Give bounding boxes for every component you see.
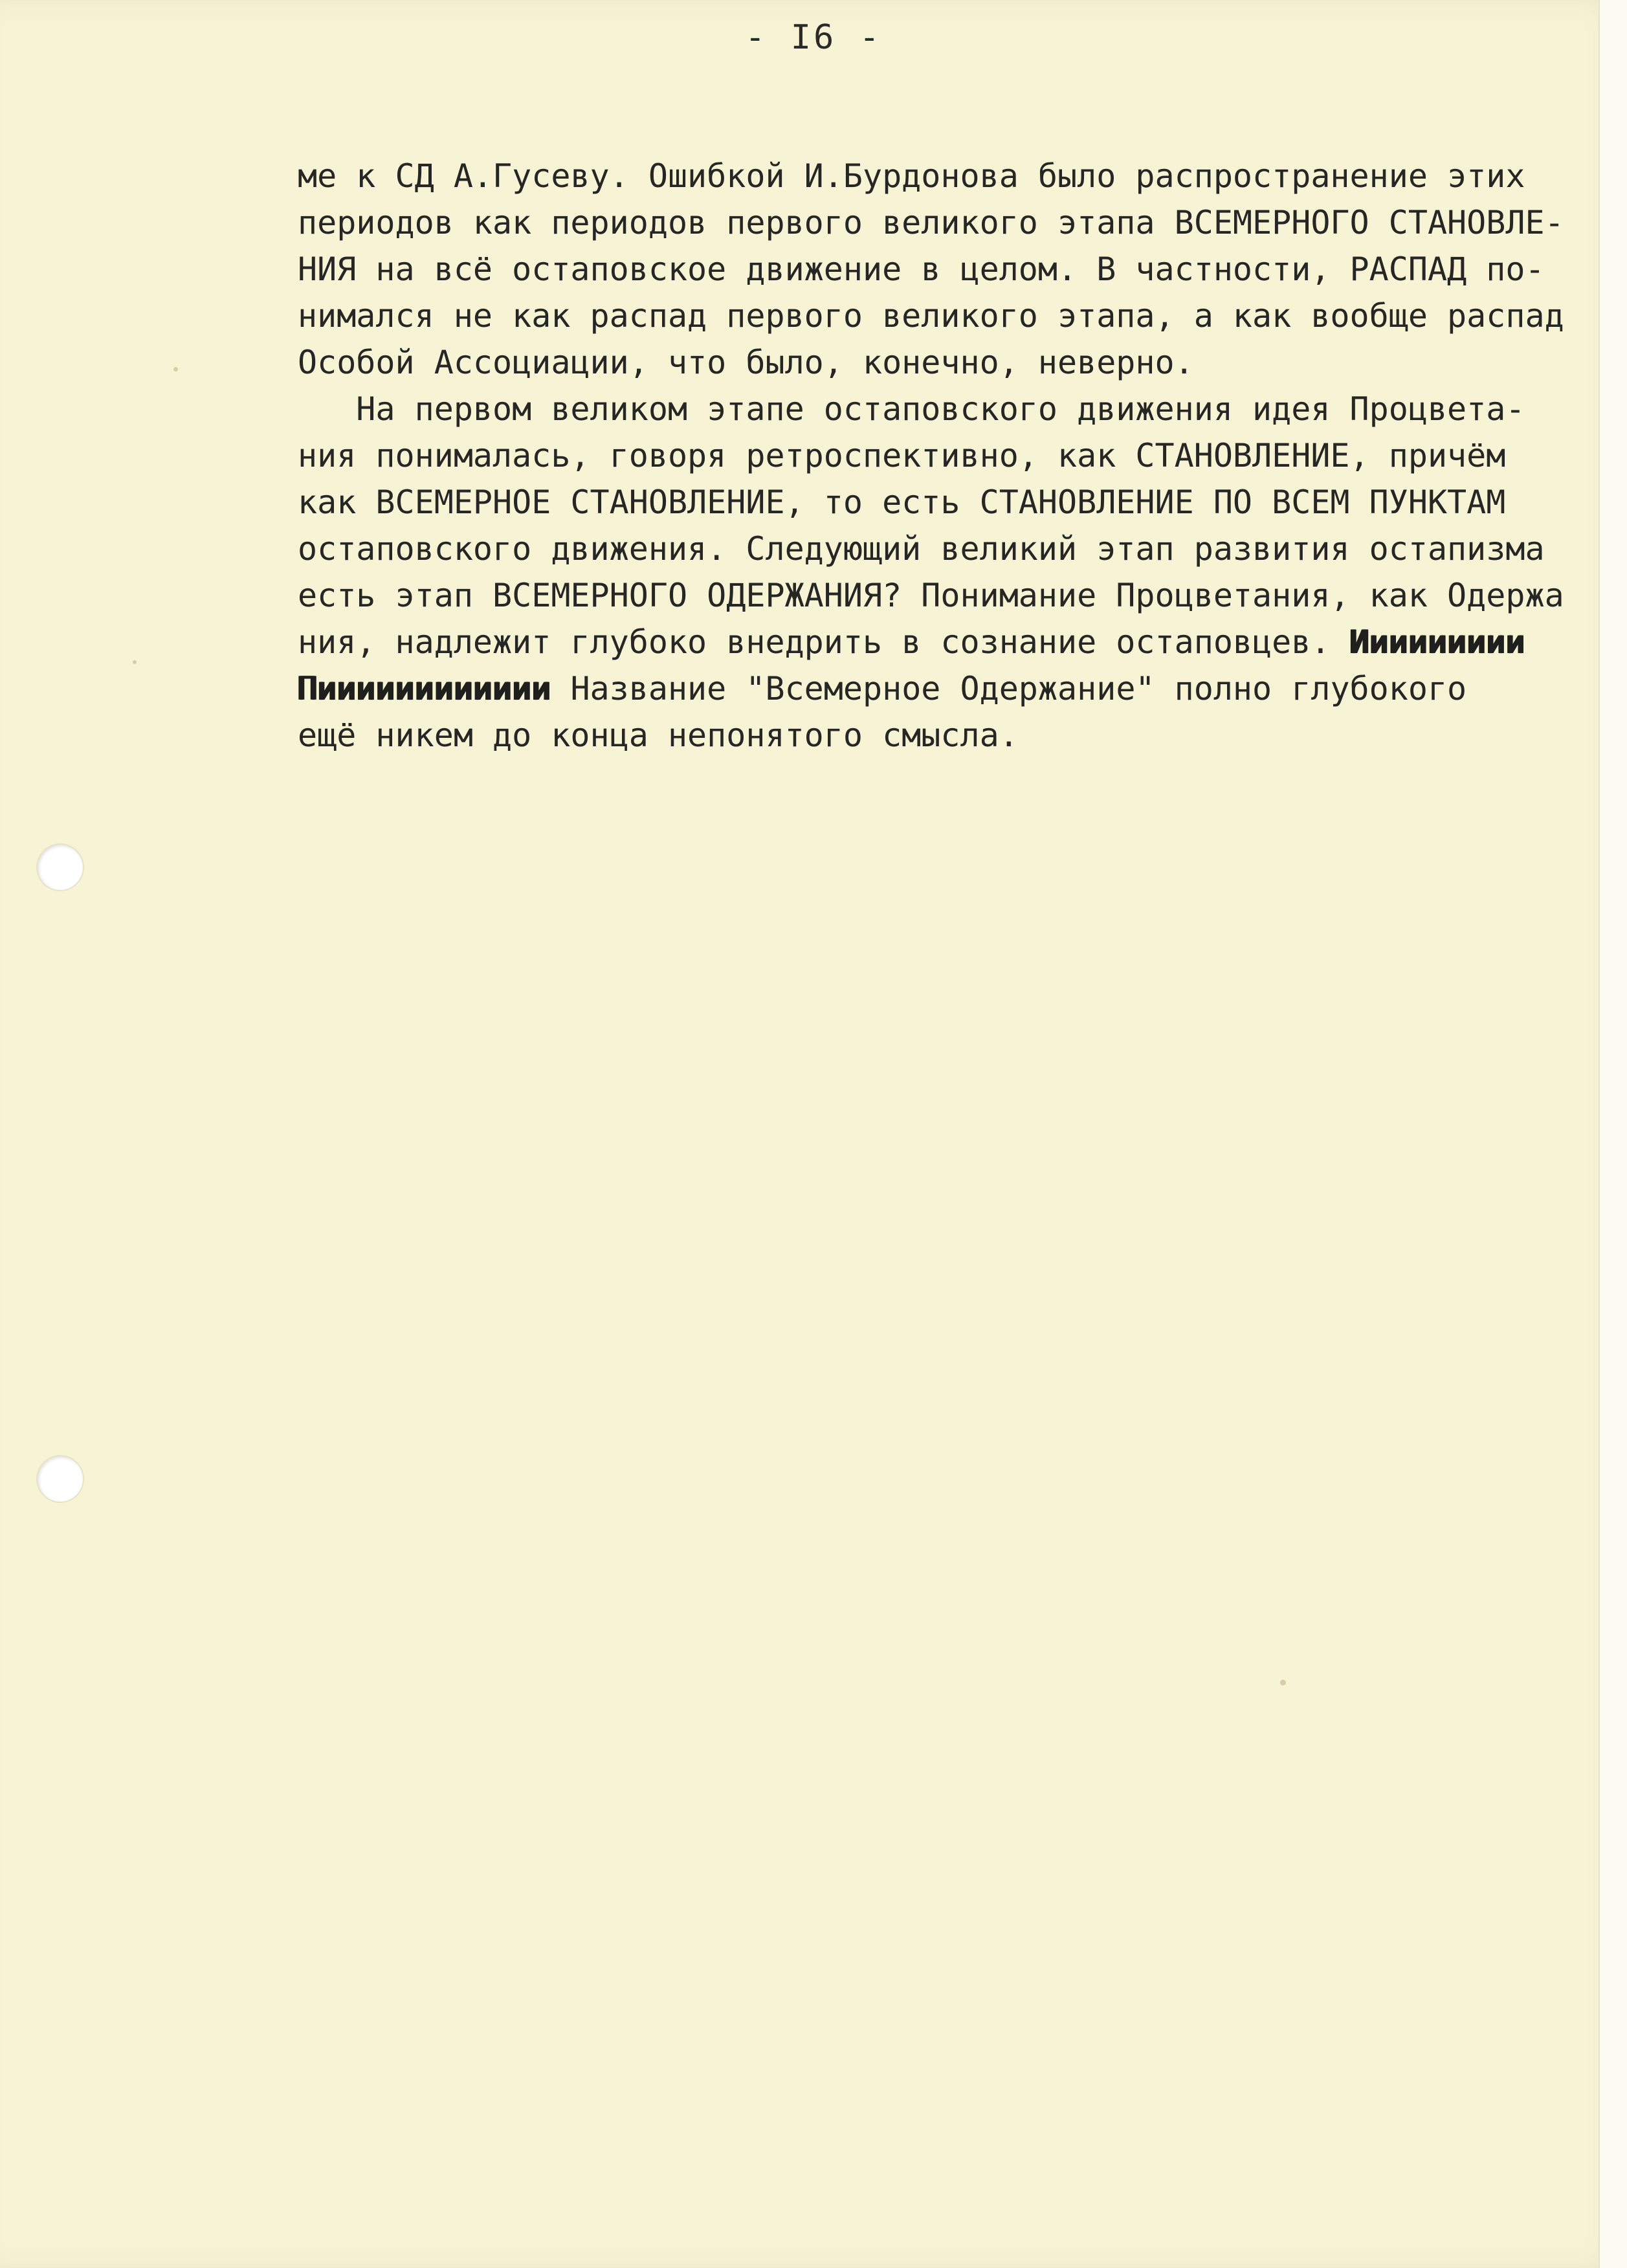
text-line: нимался не как распад первого великого этапа, а как вообще распад xyxy=(298,297,1564,335)
punch-hole xyxy=(38,845,83,890)
paper-speck xyxy=(1280,1680,1286,1685)
page-number: - I6 - xyxy=(745,18,882,57)
text-fragment: ния, надлежит глубоко внедрить в сознание остаповцев. xyxy=(298,623,1350,661)
paper-speck xyxy=(173,367,178,372)
typed-text-body xyxy=(298,153,1592,759)
redacted-text: Иииииииии xyxy=(1349,623,1525,661)
text-line xyxy=(298,619,1592,665)
text-line: остаповского движения. Следующий великий этап развития остапизма xyxy=(298,530,1545,568)
text-line: ния понималась, говоря ретроспективно, как СТАНОВЛЕНИЕ, причём xyxy=(298,437,1506,474)
text-line: периодов как периодов первого великого этапа ВСЕМЕРНОГО СТАНОВЛЕ- xyxy=(298,204,1564,241)
punch-hole xyxy=(38,1456,83,1502)
text-line: есть этап ВСЕМЕРНОГО ОДЕРЖАНИЯ? Понимание Процветания, как Одержа xyxy=(298,577,1564,614)
redacted-text: Пииииииииииии xyxy=(298,670,551,707)
text-line: Особой Ассоциации, что было, конечно, неверно. xyxy=(298,344,1194,381)
paragraph-start-line: На первом великом этапе остаповского движения идея Процвета- xyxy=(298,390,1525,428)
text-line: как ВСЕМЕРНОЕ СТАНОВЛЕНИЕ, то есть СТАНОВЛЕНИЕ ПО ВСЕМ ПУНКТАМ xyxy=(298,484,1506,521)
text-line: НИЯ на всё остаповское движение в целом. В частности, РАСПАД по- xyxy=(298,250,1545,288)
page-edge xyxy=(1599,0,1627,2268)
text-line: ме к СД А.Гусеву. Ошибкой И.Бурдонова было распространение этих xyxy=(298,157,1525,195)
text-fragment: Название "Всемерное Одержание" полно глубокого xyxy=(551,670,1467,707)
text-line: ещё никем до конца непонятого смысла. xyxy=(298,717,1019,754)
text-line xyxy=(298,665,1592,712)
paper-speck xyxy=(133,660,137,664)
